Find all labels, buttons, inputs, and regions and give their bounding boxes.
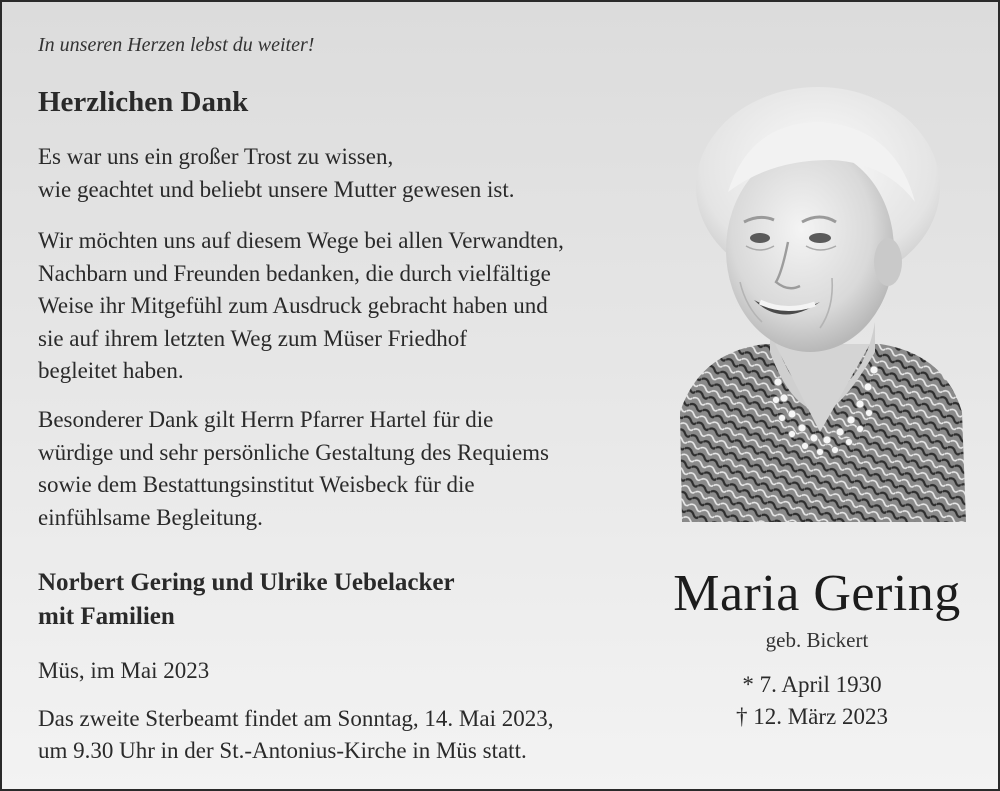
service-notice — [38, 703, 553, 767]
place-date: Müs, im Mai 2023 — [38, 658, 210, 683]
paragraph-line: wie geachtet und beliebt unsere Mutter gewesen ist. — [38, 176, 515, 202]
paragraph-thanks — [38, 225, 648, 388]
paragraph-line: begleitet haben. — [38, 358, 184, 383]
service-line: um 9.30 Uhr in der St.-Antonius-Kirche in Müs statt. — [38, 738, 527, 763]
motto: In unseren Herzen lebst du weiter! — [38, 34, 315, 56]
paragraph-line: einfühlsame Begleitung. — [38, 504, 263, 530]
paragraph-line: Wir möchten uns auf diesem Wege bei allen Verwandten, — [38, 228, 564, 253]
paragraph-comfort — [38, 141, 648, 206]
signers-line: Norbert Gering und Ulrike Uebelacker — [38, 569, 455, 596]
maiden-name: geb. Bickert — [765, 628, 869, 652]
paragraph-line: Weise ihr Mitgefühl zum Ausdruck gebracht haben und — [38, 293, 548, 318]
paragraph-line: Besonderer Dank gilt Herrn Pfarrer Hartel für die — [38, 407, 494, 432]
signers — [38, 566, 455, 634]
signers-line: mit Familien — [38, 603, 175, 630]
paragraph-line: sie auf ihrem letzten Weg zum Müser Friedhof — [38, 325, 467, 351]
deceased-name: Maria Gering — [673, 565, 961, 622]
paragraph-special-thanks — [38, 404, 648, 534]
birth-date: * 7. April 1930 — [742, 672, 882, 697]
death-date: † 12. März 2023 — [735, 704, 889, 729]
life-dates — [662, 669, 962, 733]
heading: Herzlichen Dank — [38, 86, 249, 118]
paragraph-line: Nachbarn und Freunden bedanken, die durch vielfältige — [38, 260, 551, 286]
paragraph-line: Es war uns ein großer Trost zu wissen, — [38, 144, 394, 169]
paragraph-line: sowie dem Bestattungsinstitut Weisbeck für die — [38, 472, 475, 497]
paragraph-line: würdige und sehr persönliche Gestaltung des Requiems — [38, 439, 549, 465]
portrait-photo — [670, 82, 970, 522]
service-line: Das zweite Sterbeamt findet am Sonntag, 14. Mai 2023, — [38, 706, 554, 731]
